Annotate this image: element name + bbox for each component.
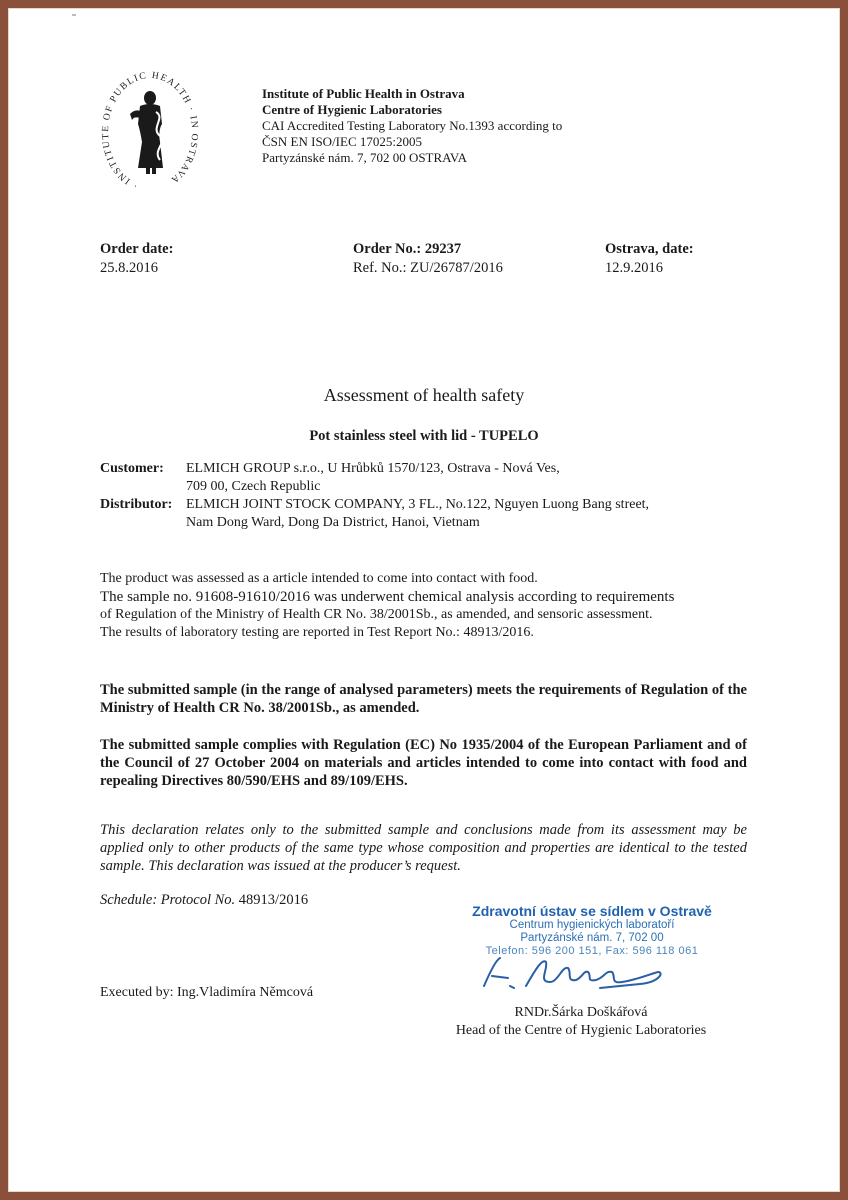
parties-block — [100, 460, 649, 532]
distributor-label: Distributor: — [100, 497, 173, 512]
assessment-paragraph — [100, 570, 750, 642]
stamp-line-4: Telefon: 596 200 151, Fax: 596 118 061 — [485, 945, 699, 957]
distributor-row-2 — [100, 514, 649, 532]
order-number: Order No.: 29237 — [353, 241, 462, 257]
order-date-label: Order date: — [100, 241, 174, 257]
signature-icon — [480, 952, 670, 992]
body-line-3: of Regulation of the Ministry of Health CR No. 38/2001Sb., as amended, and sensoric assessment. — [100, 607, 653, 622]
customer-row-2 — [100, 478, 649, 496]
svg-text:· INSTITUTE OF PUBLIC HEALTH ·: · INSTITUTE OF PUBLIC HEALTH · IN OSTRAVA — [100, 70, 200, 191]
institute-logo-icon — [100, 68, 200, 196]
stamp-line-1: Zdravotní ústav se sídlem v Ostravě — [472, 903, 712, 919]
declaration-text: This declaration relates only to the submitted sample and conclusions made from its assessment may be applied only to other products of the same type whose composition and properties are identical to the tested sample. This declaration was issued at the producer’s request. — [100, 822, 747, 874]
body-line-2: The sample no. 91608-91610/2016 was underwent chemical analysis according to requirements — [100, 589, 675, 605]
institute-name: Institute of Public Health in Ostrava — [262, 86, 465, 101]
issue-date-label: Ostrava, date: — [605, 241, 694, 257]
official-stamp — [462, 903, 722, 958]
standard-line: ČSN EN ISO/IEC 17025:2005 — [262, 134, 422, 149]
stamp-line-2: Centrum hygienických laboratoří — [509, 919, 675, 931]
spacer — [100, 478, 186, 496]
conclusion-eu: The submitted sample complies with Regulation (EC) No 1935/2004 of the European Parliament and of the Council of 27 October 2004 on materials and articles intended to come into contact with food and repealing Directives 80/590/EHS and 89/109/EHS. — [100, 737, 747, 789]
centre-name: Centre of Hygienic Laboratories — [262, 102, 442, 117]
body-line-4: The results of laboratory testing are reported in Test Report No.: 48913/2016. — [100, 625, 534, 640]
schedule-value: 48913/2016 — [238, 892, 309, 908]
distributor-row — [100, 496, 649, 514]
address-line: Partyzánské nám. 7, 702 00 OSTRAVA — [262, 150, 467, 165]
reference-number: Ref. No.: ZU/26787/2016 — [353, 260, 503, 276]
issue-date-block — [605, 240, 694, 278]
spacer — [100, 514, 186, 532]
customer-line-1: ELMICH GROUP s.r.o., U Hrůbků 1570/123, Ostrava - Nová Ves, — [186, 461, 560, 476]
schedule-line — [100, 892, 308, 909]
distributor-line-2: Nam Dong Ward, Dong Da District, Hanoi, Vietnam — [186, 515, 480, 530]
distributor-line-1: ELMICH JOINT STOCK COMPANY, 3 FL., No.122, Nguyen Luong Bang street, — [186, 497, 650, 512]
conclusion-national: The submitted sample (in the range of analysed parameters) meets the requirements of Regulation of the Ministry of Health CR No. 38/2001Sb., as amended. — [100, 682, 747, 716]
order-number-block — [353, 240, 503, 278]
order-date-value: 25.8.2016 — [100, 260, 158, 276]
stamp-line-3: Partyzánské nám. 7, 702 00 — [520, 932, 664, 944]
scan-artifact — [72, 14, 76, 16]
signer-title: Head of the Centre of Hygienic Laboratories — [455, 1023, 707, 1038]
customer-row — [100, 460, 649, 478]
executed-by: Executed by: Ing.Vladimíra Němcová — [100, 985, 314, 1000]
document-title: Assessment of health safety — [323, 385, 525, 405]
signer-block — [436, 1004, 726, 1040]
signer-name: RNDr.Šárka Doškářová — [514, 1005, 648, 1020]
product-name: Pot stainless steel with lid - TUPELO — [309, 428, 539, 444]
customer-label: Customer: — [100, 461, 164, 476]
order-date-block — [100, 240, 173, 278]
accreditation-line: CAI Accredited Testing Laboratory No.1393 according to — [262, 118, 563, 133]
body-line-1: The product was assessed as a article intended to come into contact with food. — [100, 571, 538, 586]
schedule-label: Schedule: Protocol No. — [100, 892, 236, 908]
issue-date-value: 12.9.2016 — [605, 260, 663, 276]
institute-header — [262, 86, 562, 166]
customer-line-2: 709 00, Czech Republic — [186, 479, 321, 494]
